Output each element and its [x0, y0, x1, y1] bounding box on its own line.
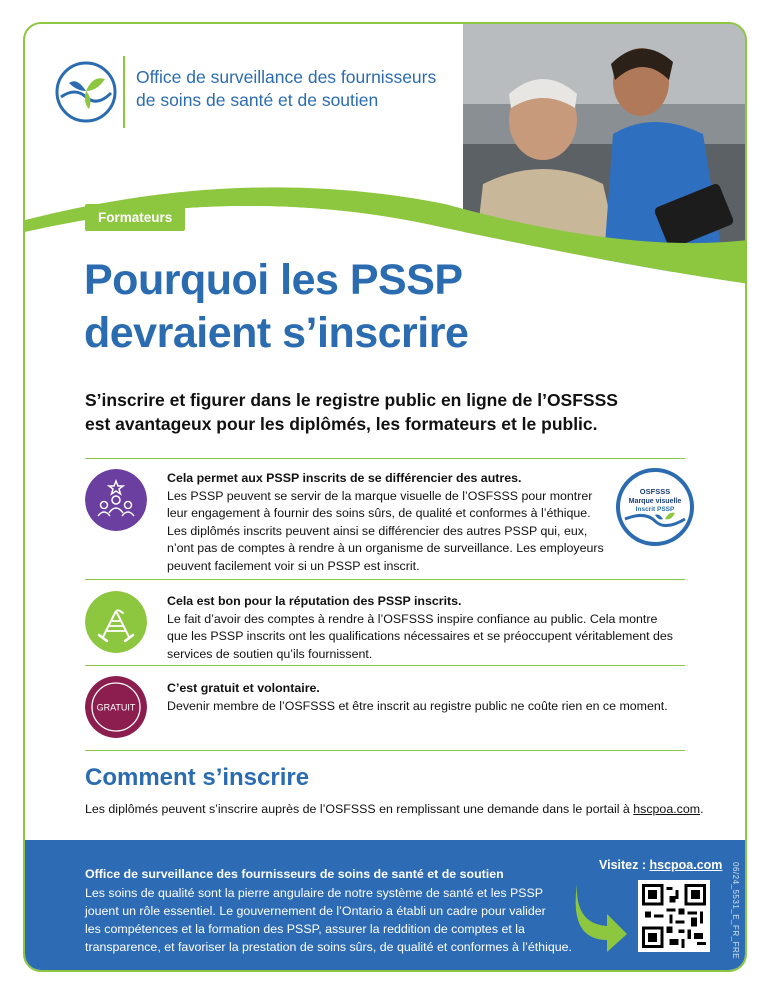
footer-line: Les soins de qualité sont la pierre angulaire de notre système de santé et les PSSP	[85, 886, 544, 900]
curved-arrow-icon	[569, 880, 631, 952]
benefit-3-line: Devenir membre de l’OSFSSS et être inscrit au registre public ne coûte rien en ce moment.	[167, 698, 668, 713]
benefit-2-title: Cela est bon pour la réputation des PSSP inscrits.	[167, 594, 462, 608]
visit-prefix: Visitez :	[599, 858, 650, 872]
free-badge-icon	[85, 676, 147, 738]
benefit-2-line: services de soutien qu’ils fournissent.	[167, 646, 373, 661]
handshake-icon	[85, 591, 147, 653]
visit-label	[599, 858, 722, 872]
badge-line1: OSFSSS	[639, 487, 671, 496]
page-title	[84, 254, 644, 360]
footer-band	[25, 840, 747, 972]
lead-line2: est avantageux pour les diplômés, les formateurs et le public.	[85, 414, 598, 434]
benefit-1-line: leur engagement à fournir des soins sûrs, de qualité et conformes à l’éthique.	[167, 506, 591, 520]
lead-line1: S’inscrire et figurer dans le registre public en ligne de l’OSFSSS	[85, 390, 618, 410]
benefit-3-title: C’est gratuit et volontaire.	[167, 681, 320, 695]
footer-line: les compétences et la formation des PSSP, assurer la reddition de comptes et la	[85, 922, 525, 936]
portal-link[interactable]: hscpoa.com	[633, 802, 701, 816]
org-name-line2: de soins de santé et de soutien	[136, 90, 379, 110]
how-to-register-heading: Comment s’inscrire	[85, 764, 310, 791]
divider-rule	[85, 665, 685, 666]
benefit-2-line: Le fait d’avoir des comptes à rendre à l’OSFSSS inspire confiance au public. Cela montre	[167, 611, 658, 626]
document-code: 06/24_5531_E_FR_FRE	[731, 862, 740, 960]
badge-line3: Inscrit PSSP	[635, 506, 675, 513]
benefit-1-title: Cela permet aux PSSP inscrits de se différencier des autres.	[167, 471, 522, 485]
free-label: GRATUIT	[96, 702, 136, 713]
divider-rule	[85, 458, 685, 459]
group-people-icon	[85, 469, 147, 531]
how-text-end: .	[700, 802, 704, 816]
document-page	[23, 22, 747, 972]
visual-mark-badge	[615, 467, 695, 547]
benefit-1-line: Les PSSP peuvent se servir de la marque visuelle de l’OSFSSS pour montrer	[167, 488, 593, 503]
benefit-1-line: Les diplômés inscrits peuvent ainsi se différencier des autres PSSP qui, eux,	[167, 523, 588, 538]
how-text-body: Les diplômés peuvent s’inscrire auprès de l’OSFSSS en remplissant une demande dans le portail à	[85, 802, 634, 816]
visit-link[interactable]: hscpoa.com	[649, 858, 723, 872]
audience-tag: Formateurs	[85, 204, 185, 231]
benefit-3	[167, 680, 707, 715]
footer-line: jouent un rôle essentiel. Le gouvernement de l’Ontario a établi un cadre pour valider	[85, 904, 546, 918]
org-name-line1: Office de surveillance des fournisseurs	[136, 67, 437, 87]
footer-line: transparence, et favoriser la prestation de soins sûrs, de qualité et conformes à l’éthique.	[85, 940, 572, 954]
title-line2: devraient s’inscrire	[84, 309, 469, 357]
how-to-register-text	[85, 802, 704, 816]
logo-divider	[123, 56, 125, 128]
benefit-1-line: n’ont pas de comptes à rendre à un organisme de surveillance. Les employeurs	[167, 541, 604, 555]
qr-code-icon	[638, 880, 710, 952]
lead-text	[85, 388, 685, 436]
benefit-1	[167, 470, 607, 575]
benefit-2	[167, 593, 707, 663]
benefit-2-line: que les PSSP inscrits ont les qualifications nécessaires et se préoccupent véritablement des	[167, 629, 673, 643]
badge-line2: Marque visuelle	[628, 498, 682, 505]
org-name	[136, 66, 476, 112]
footer-text	[85, 884, 585, 956]
benefit-1-line: peuvent facilement voir si un PSSP est inscrit.	[167, 558, 420, 573]
divider-rule	[85, 579, 685, 580]
footer-title: Office de surveillance des fournisseurs de soins de santé et de soutien	[85, 867, 504, 881]
divider-rule	[85, 750, 685, 751]
title-line1: Pourquoi les PSSP	[84, 256, 463, 304]
osfsss-logo-icon	[55, 61, 117, 123]
